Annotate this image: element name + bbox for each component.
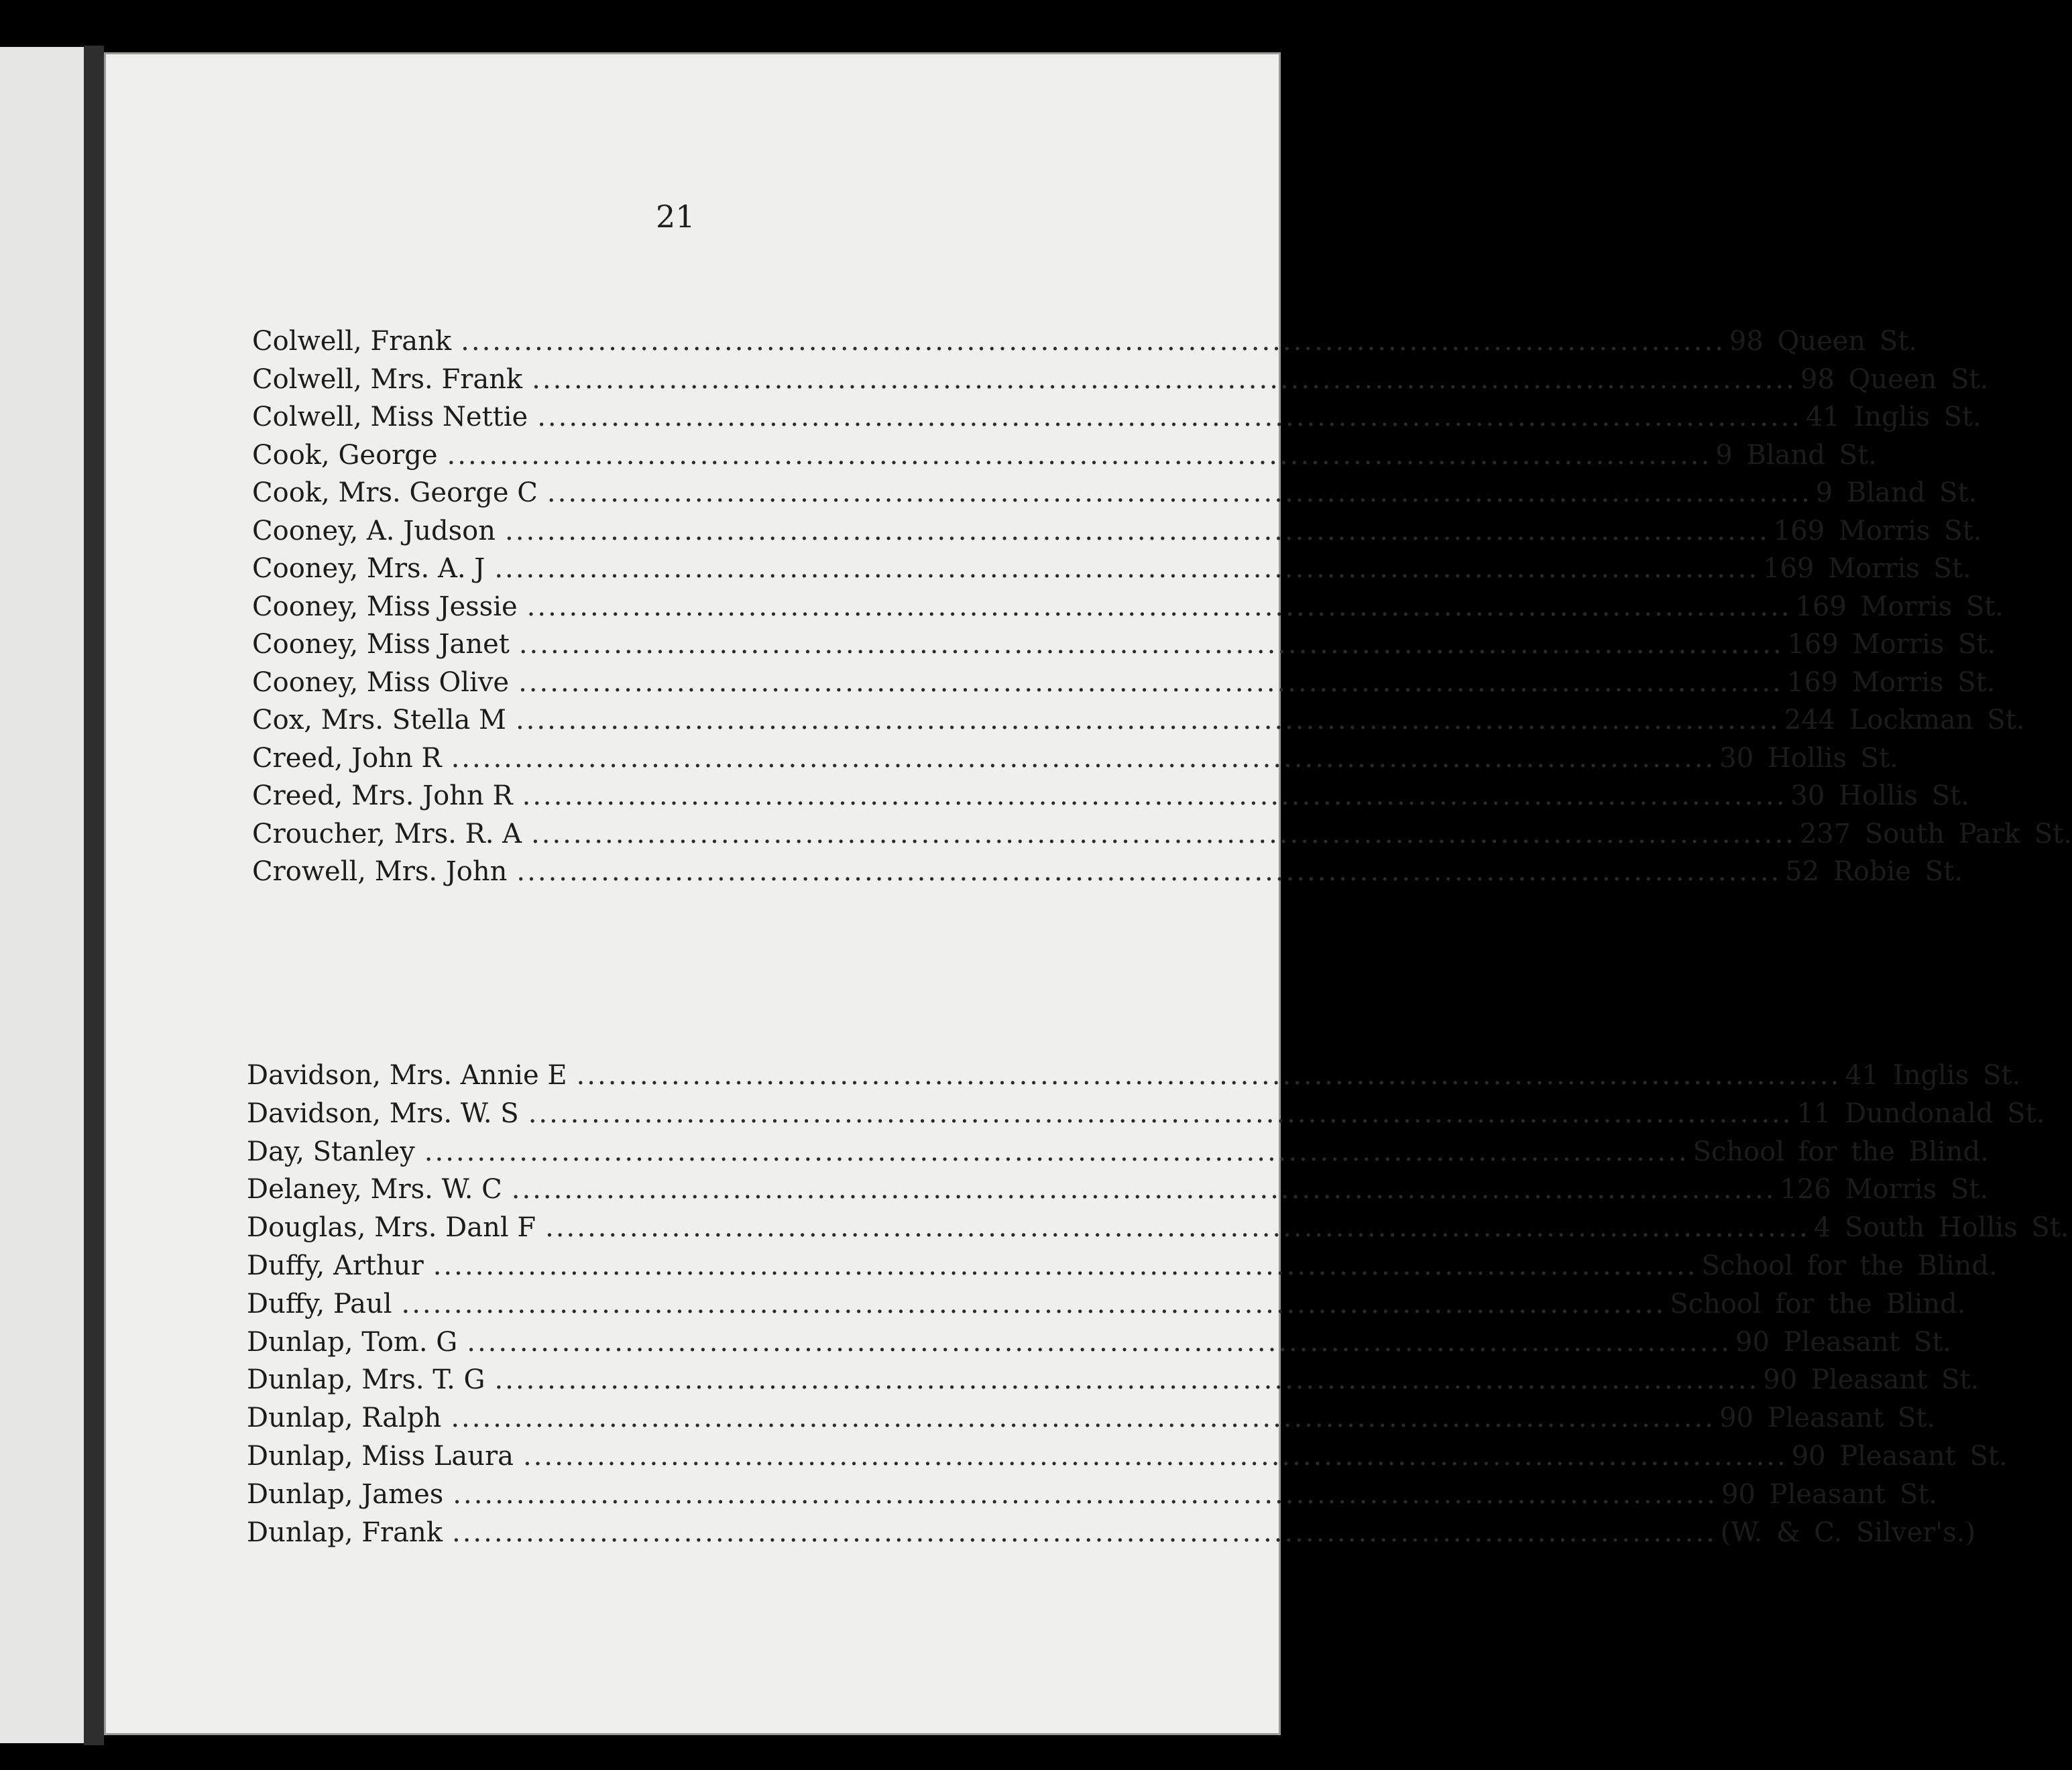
entry-address: 90 Pleasant St. — [1791, 1441, 2008, 1472]
entry-name: Creed, John R — [252, 742, 442, 774]
dot-leader: ........................................................................................................................ — [494, 1364, 1760, 1396]
dot-leader: ........................................................................................................................ — [452, 1517, 1717, 1548]
dot-leader: ........................................................................................................................ — [528, 1098, 1793, 1129]
dot-leader: ........................................................................................................................ — [515, 705, 1780, 735]
entry-name: Cooney, Miss Janet — [252, 629, 510, 660]
dot-leader: ........................................................................................................................ — [461, 326, 1725, 357]
dot-leader: ........................................................................................................................ — [447, 439, 1712, 471]
dot-leader: ........................................................................................................................ — [453, 1478, 1718, 1510]
entry-name: Dunlap, Frank — [247, 1517, 443, 1548]
entry-address: School for the Blind. — [1692, 1136, 1989, 1167]
entry-address: 30 Hollis St. — [1790, 780, 1969, 811]
entry-name: Colwell, Miss Nettie — [252, 402, 528, 432]
directory-entry — [252, 780, 1969, 818]
dot-leader: ........................................................................................................................ — [424, 1136, 1689, 1167]
entry-address: 90 Pleasant St. — [1721, 1478, 1938, 1510]
entry-address: 98 Queen St. — [1729, 326, 1918, 357]
directory-entry — [247, 1364, 1979, 1402]
entry-name: Cooney, A. Judson — [252, 515, 496, 546]
directory-entry — [252, 553, 1971, 591]
entry-name: Douglas, Mrs. Danl F — [247, 1212, 536, 1244]
directory-entry — [247, 1403, 1936, 1440]
dot-leader: ........................................................................................................................ — [537, 402, 1802, 432]
directory-entry — [252, 591, 2004, 629]
directory-entry — [247, 1060, 2021, 1098]
entry-name: Davidson, Mrs. W. S — [247, 1098, 519, 1129]
entry-name: Duffy, Arthur — [247, 1250, 424, 1281]
entry-address: (W. & C. Silver's.) — [1720, 1517, 1976, 1548]
dot-leader: ........................................................................................................................ — [546, 477, 1812, 508]
entry-name: Cooney, Miss Jessie — [252, 591, 518, 622]
directory-page — [104, 52, 2072, 1735]
directory-entry — [247, 1517, 1976, 1555]
entry-name: Cook, George — [252, 439, 438, 471]
dot-leader: ........................................................................................................................ — [518, 629, 1784, 660]
dot-leader: ........................................................................................................................ — [532, 363, 1796, 395]
directory-entry — [252, 515, 1982, 553]
dot-leader: ........................................................................................................................ — [451, 1403, 1716, 1434]
entry-name: Dunlap, Tom. G — [247, 1326, 458, 1358]
entry-name: Colwell, Mrs. Frank — [252, 363, 523, 395]
directory-entry — [247, 1174, 1989, 1212]
directory-entry — [247, 1326, 1951, 1364]
entry-address: 169 Morris St. — [1763, 553, 1971, 584]
entry-name: Dunlap, Miss Laura — [247, 1441, 514, 1472]
entry-name: Day, Stanley — [247, 1136, 415, 1167]
entry-address: 11 Dundonald St. — [1796, 1098, 2045, 1129]
entry-address: 244 Lockman St. — [1784, 705, 2025, 735]
entry-name: Davidson, Mrs. Annie E — [247, 1060, 567, 1091]
entry-address: 169 Morris St. — [1773, 515, 1982, 546]
dot-leader: ........................................................................................................................ — [511, 1174, 1776, 1205]
directory-entry — [247, 1212, 2069, 1250]
directory-entry — [252, 326, 1918, 363]
directory-entry — [247, 1250, 1998, 1288]
entry-address: 9 Bland St. — [1815, 477, 1977, 508]
dot-leader: ........................................................................................................................ — [467, 1326, 1732, 1358]
entry-name: Dunlap, Mrs. T. G — [247, 1364, 485, 1396]
entry-name: Colwell, Frank — [252, 326, 452, 357]
directory-entry — [252, 856, 1963, 894]
directory-entry — [252, 629, 1996, 666]
directory-entry — [247, 1478, 1938, 1517]
directory-entry — [252, 705, 2025, 742]
directory-entry — [252, 742, 1898, 780]
dot-leader: ........................................................................................................................ — [531, 818, 1796, 849]
entry-address: 30 Hollis St. — [1719, 742, 1898, 774]
entry-address: School for the Blind. — [1701, 1250, 1998, 1281]
entry-name: Delaney, Mrs. W. C — [247, 1174, 502, 1205]
entry-name: Crowell, Mrs. John — [252, 856, 508, 887]
dot-leader: ........................................................................................................................ — [545, 1212, 1810, 1244]
entry-address: 126 Morris St. — [1780, 1174, 1989, 1205]
entry-address: 169 Morris St. — [1795, 591, 2004, 622]
entry-address: 90 Pleasant St. — [1763, 1364, 1979, 1396]
entry-name: Cook, Mrs. George C — [252, 477, 538, 508]
dot-leader: ........................................................................................................................ — [494, 553, 1760, 584]
entry-name: Cox, Mrs. Stella M — [252, 705, 506, 735]
entry-name: Dunlap, Ralph — [247, 1403, 442, 1434]
entry-name: Cooney, Mrs. A. J — [252, 553, 485, 584]
entry-address: School for the Blind. — [1670, 1288, 1966, 1319]
entry-address: 169 Morris St. — [1787, 629, 1996, 660]
entry-name: Cooney, Miss Olive — [252, 666, 510, 698]
entry-address: 41 Inglis St. — [1806, 402, 1981, 432]
dot-leader: ........................................................................................................................ — [505, 515, 1770, 546]
directory-entry — [247, 1136, 1989, 1174]
dot-leader: ........................................................................................................................ — [518, 666, 1783, 698]
dot-leader: ........................................................................................................................ — [516, 856, 1782, 887]
directory-entry — [252, 477, 1977, 515]
entry-address: 98 Queen St. — [1800, 363, 1989, 395]
directory-entry — [252, 818, 2072, 856]
entry-address: 169 Morris St. — [1786, 666, 1996, 698]
entry-address: 41 Inglis St. — [1845, 1060, 2021, 1091]
dot-leader: ........................................................................................................................ — [401, 1288, 1666, 1319]
directory-entry — [252, 666, 1996, 705]
dot-leader: ........................................................................................................................ — [522, 780, 1787, 811]
entry-address: 90 Pleasant St. — [1719, 1403, 1936, 1434]
entry-address: 52 Robie St. — [1785, 856, 1963, 887]
directory-entry — [252, 439, 1877, 477]
entry-address: 4 South Hollis St. — [1813, 1212, 2069, 1244]
entry-address: 90 Pleasant St. — [1735, 1326, 1951, 1358]
entry-address: 9 Bland St. — [1715, 439, 1877, 471]
entry-address: 237 South Park St. — [1799, 818, 2072, 849]
directory-entry — [252, 402, 1981, 439]
directory-entry — [247, 1098, 2045, 1136]
book-spine — [84, 46, 104, 1745]
directory-entry — [247, 1288, 1966, 1326]
dot-leader: ........................................................................................................................ — [576, 1060, 1841, 1091]
dot-leader: ........................................................................................................................ — [451, 742, 1716, 774]
directory-entry — [252, 363, 1989, 402]
entry-name: Croucher, Mrs. R. A — [252, 818, 522, 849]
entry-name: Duffy, Paul — [247, 1288, 392, 1319]
dot-leader: ........................................................................................................................ — [433, 1250, 1698, 1281]
entry-name: Dunlap, James — [247, 1478, 444, 1510]
entry-name: Creed, Mrs. John R — [252, 780, 513, 811]
page-number: 21 — [656, 198, 695, 235]
facing-page-edge — [0, 47, 84, 1743]
dot-leader: ........................................................................................................................ — [522, 1441, 1788, 1472]
directory-entry — [247, 1441, 2008, 1478]
dot-leader: ........................................................................................................................ — [526, 591, 1792, 622]
